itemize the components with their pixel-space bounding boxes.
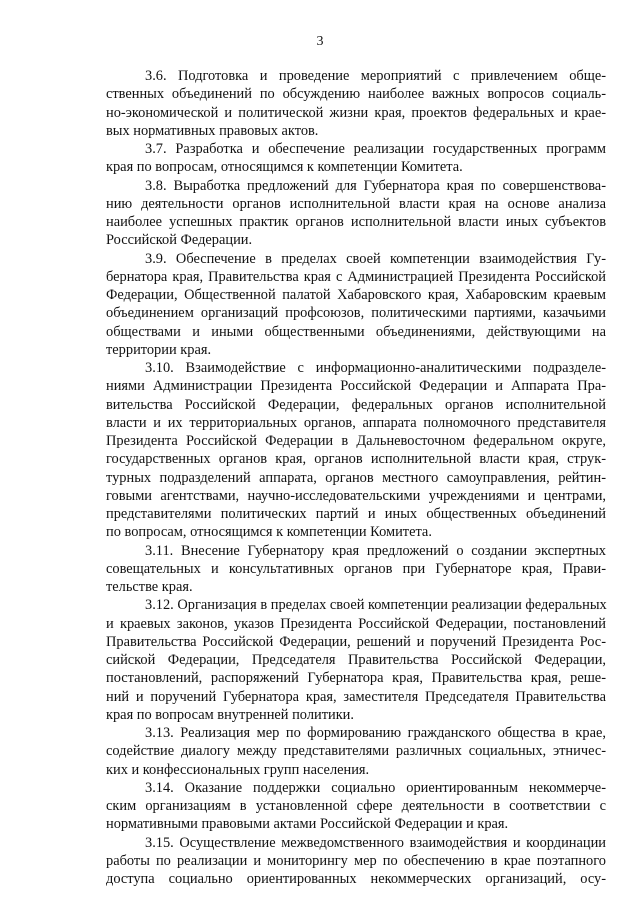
text-line: Федерации, Общественной палатой Хабаровского края, Хабаровским краевым xyxy=(106,287,606,303)
text-line: территории края. xyxy=(106,341,212,358)
paragraph-3-12 xyxy=(106,596,606,724)
text-line: ниями Администрации Президента Российской Федерации и Аппарата Пра- xyxy=(106,378,606,395)
text-line: тельстве края. xyxy=(106,579,193,595)
text-line: вых нормативных правовых актов. xyxy=(106,122,319,139)
text-line: 3.7. Разработка и обеспечение реализации государственных программ xyxy=(145,141,606,157)
text-line: 3.12. Организация в пределах своей компетенции реализации федеральных xyxy=(145,597,607,614)
text-line: говыми агентствами, научно-исследовательскими учреждениями и центрами, xyxy=(106,487,606,504)
paragraph-3-13 xyxy=(106,724,606,779)
text-line: края по вопросам внутренней политики. xyxy=(106,706,354,723)
page-number: 3 xyxy=(316,34,324,49)
text-line: нию деятельности органов исполнительной власти края на основе анализа xyxy=(106,195,606,212)
text-line: 3.10. Взаимодействие с информационно-аналитическими подразделе- xyxy=(145,360,606,376)
text-line: государственных органов края, органов исполнительной власти края, струк- xyxy=(106,451,606,468)
text-line: ких и конфессиональных групп населения. xyxy=(106,761,370,778)
text-line: 3.6. Подготовка и проведение мероприятий с привлечением обще- xyxy=(145,68,606,84)
paragraph-3-15 xyxy=(106,834,606,889)
text-line: вительства Российской Федерации, федеральных органов исполнительной xyxy=(106,396,606,413)
text-line: 3.15. Осуществление межведомственного взаимодействия и координации xyxy=(145,834,606,851)
text-line: сийской Федерации, Председателя Правительства Российской Федерации, xyxy=(106,652,606,668)
text-line: доступа социально ориентированных некоммерческих организаций, осу- xyxy=(106,871,606,887)
paragraph-3-14 xyxy=(106,779,606,834)
text-line: представителями политических партий и иных общественных объединений xyxy=(106,506,606,522)
text-line: 3.14. Оказание поддержки социально ориентированным некоммерче- xyxy=(145,779,606,796)
text-line: совещательных и консультативных органов при Губернаторе края, Прави- xyxy=(106,560,606,577)
document-body xyxy=(106,67,606,888)
paragraph-3-10 xyxy=(106,359,606,542)
text-line: Президента Российской Федерации в Дальневосточном федеральном округе, xyxy=(106,433,606,449)
paragraph-3-8 xyxy=(106,177,606,250)
text-line: власти и их территориальных органов, аппарата полномочного представителя xyxy=(106,414,606,431)
text-line: но-экономической и политической жизни края, проектов федеральных и крае- xyxy=(106,104,606,121)
paragraph-3-6 xyxy=(106,67,606,140)
paragraph-3-11 xyxy=(106,542,606,597)
text-line: наиболее успешных практик органов исполнительной власти иных субъектов xyxy=(106,214,606,230)
text-line: 3.13. Реализация мер по формированию гражданского общества в крае, xyxy=(145,725,606,741)
text-line: обществами и иными общественными объединениями, действующими на xyxy=(106,323,606,340)
text-line: объединением организаций профсоюзов, политическими партиями, казачьими xyxy=(106,305,606,322)
text-line: постановлений, распоряжений Губернатора края, Правительства края, реше- xyxy=(106,670,606,687)
text-line: бернатора края, Правительства края с Администрацией Президента Российской xyxy=(106,268,606,285)
text-line: нормативными правовыми актами Российской Федерации и края. xyxy=(106,816,509,833)
paragraph-3-9 xyxy=(106,250,606,360)
text-line: по вопросам, относящимся к компетенции Комитета. xyxy=(106,524,432,541)
text-line: и краевых законов, указов Президента Российской Федерации, постановлений xyxy=(106,615,606,632)
text-line: ственных объединений по обсуждению наиболее важных вопросов социаль- xyxy=(106,86,606,103)
text-line: ским организациям в установленной сфере деятельности в соответствии с xyxy=(106,798,606,814)
text-line: ний и поручений Губернатора края, заместителя Председателя Правительства xyxy=(106,688,606,705)
text-line: края по вопросам, относящимся к компетенции Комитета. xyxy=(106,159,463,176)
text-line: 3.11. Внесение Губернатору края предложений о создании экспертных xyxy=(145,542,606,559)
text-line: турных подразделений аппарата, органов местного самоуправления, рейтин- xyxy=(106,469,606,486)
paragraph-3-7 xyxy=(106,140,606,177)
text-line: содействие диалогу между представителями различных социальных, этничес- xyxy=(106,743,606,760)
text-line: работы по реализации и мониторингу мер по обеспечению в крае поэтапного xyxy=(106,852,606,869)
text-line: Российской Федерации. xyxy=(106,232,253,249)
text-line: 3.9. Обеспечение в пределах своей компетенции взаимодействия Гу- xyxy=(145,250,606,267)
text-line: 3.8. Выработка предложений для Губернатора края по совершенствова- xyxy=(145,177,606,194)
text-line: Правительства Российской Федерации, решений и поручений Президента Рос- xyxy=(106,633,606,650)
